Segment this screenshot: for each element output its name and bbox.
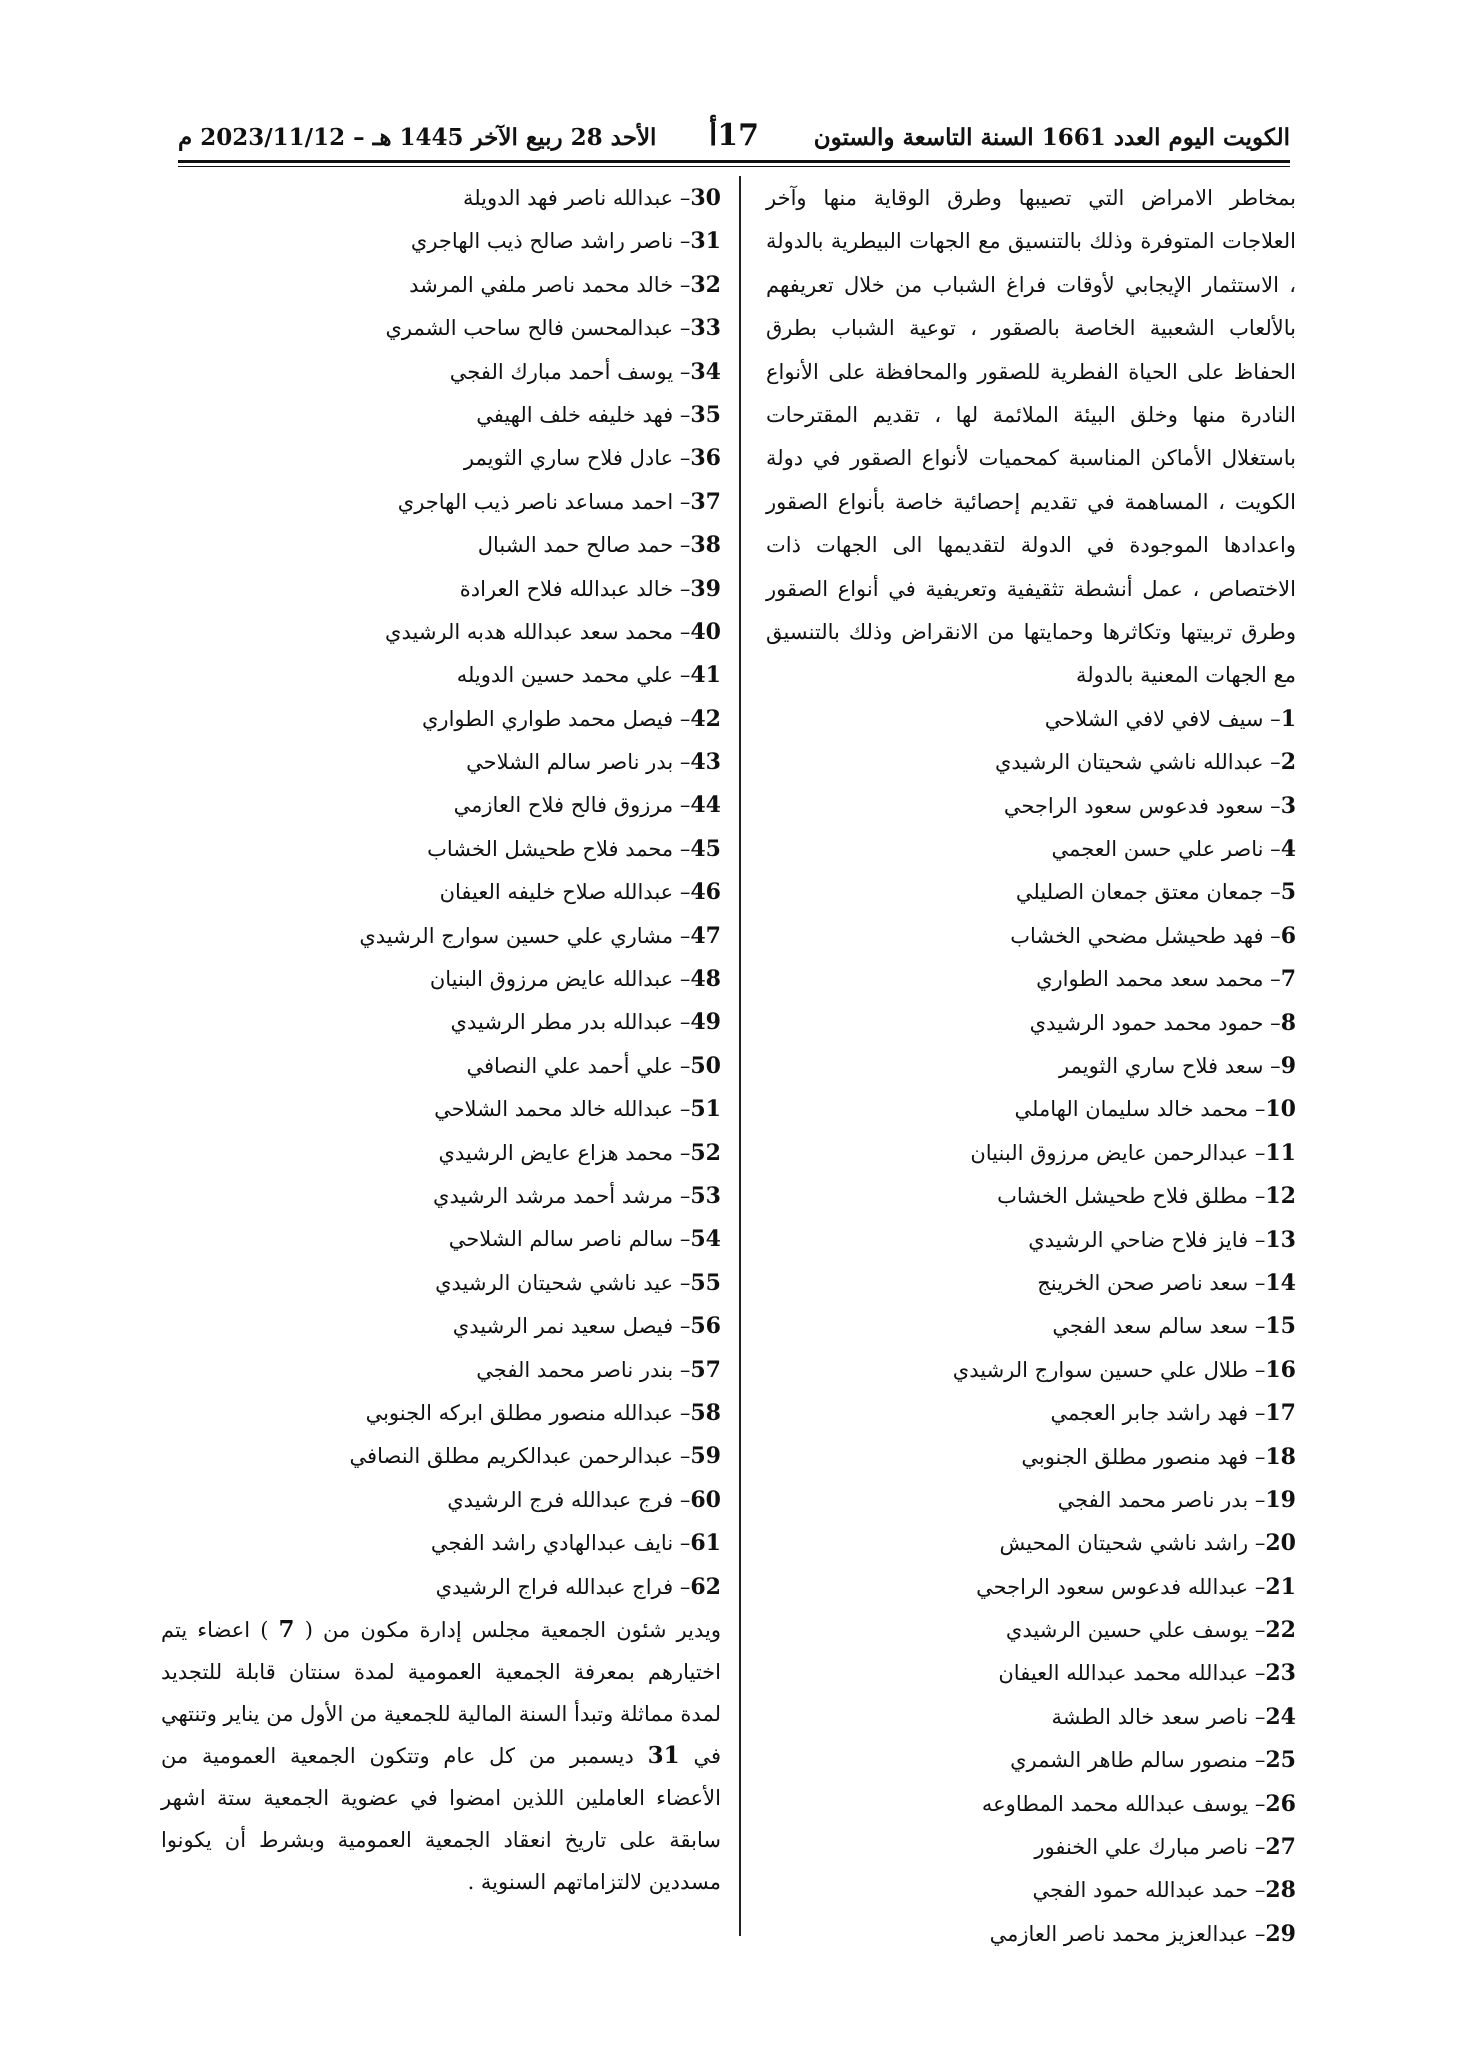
member-name: فهد راشد جابر العجمي xyxy=(1050,1401,1249,1426)
member-name: ناصر سعد خالد الطشة xyxy=(1051,1704,1249,1729)
member-item xyxy=(766,1479,1296,1522)
member-dash: – xyxy=(1248,1921,1266,1946)
member-item xyxy=(161,481,721,524)
member-dash: – xyxy=(1248,1401,1266,1426)
member-number: 39 xyxy=(690,575,721,602)
member-name: محمد هزاع عايض الرشيدي xyxy=(438,1140,674,1165)
member-number: 18 xyxy=(1265,1443,1296,1470)
member-item xyxy=(161,828,721,871)
member-dash: – xyxy=(1263,750,1281,775)
member-dash: – xyxy=(1248,1748,1266,1773)
member-dash: – xyxy=(673,1053,691,1078)
member-dash: – xyxy=(1248,1791,1266,1816)
member-item xyxy=(161,1132,721,1175)
member-name: يوسف علي حسين الرشيدي xyxy=(1005,1618,1249,1643)
member-dash: – xyxy=(673,1097,691,1122)
member-dash: – xyxy=(673,1400,691,1425)
member-number: 52 xyxy=(690,1139,721,1166)
member-name: فيصل سعيد نمر الرشيدي xyxy=(452,1314,674,1339)
member-item xyxy=(766,1566,1296,1609)
member-name: عبدالرحمن عايض مرزوق البنيان xyxy=(970,1140,1249,1165)
member-number: 12 xyxy=(1265,1183,1296,1210)
member-number: 35 xyxy=(690,401,721,428)
member-dash: – xyxy=(673,186,691,210)
member-number: 47 xyxy=(690,922,721,949)
member-dash: – xyxy=(1263,706,1281,731)
member-item xyxy=(161,1522,721,1565)
member-name: مشاري علي حسين سوارج الرشيدي xyxy=(359,923,674,948)
member-dash: – xyxy=(1248,1314,1266,1339)
member-item xyxy=(766,958,1296,1001)
member-name: يوسف عبدالله محمد المطاوعه xyxy=(981,1791,1249,1816)
member-number: 9 xyxy=(1280,1053,1296,1079)
member-name: سالم ناصر سالم الشلاحي xyxy=(448,1227,674,1252)
member-name: محمد خالد سليمان الهاملي xyxy=(1014,1097,1249,1122)
member-name: حمد صالح حمد الشبال xyxy=(477,533,674,558)
member-item xyxy=(766,1869,1296,1912)
member-dash: – xyxy=(673,1357,691,1382)
member-dash: – xyxy=(673,750,691,775)
member-number: 46 xyxy=(690,879,721,906)
member-number: 42 xyxy=(690,705,721,732)
member-item xyxy=(766,785,1296,828)
member-name: طلال علي حسين سوارج الرشيدي xyxy=(952,1357,1249,1382)
member-number: 25 xyxy=(1265,1747,1296,1774)
member-name: عبدالله منصور مطلق ابركه الجنوبي xyxy=(365,1400,674,1425)
member-number: 21 xyxy=(1265,1573,1296,1600)
member-name: ناصر علي حسن العجمي xyxy=(1051,837,1264,862)
member-number: 30 xyxy=(690,185,721,211)
member-item xyxy=(766,871,1296,914)
member-item xyxy=(766,1349,1296,1392)
member-item xyxy=(161,1479,721,1522)
member-item xyxy=(766,698,1296,741)
member-number: 32 xyxy=(690,271,721,298)
member-name: فهد طحيشل مضحي الخشاب xyxy=(1010,923,1264,948)
member-name: محمد فلاح طحيشل الخشاب xyxy=(427,836,674,861)
member-number: 20 xyxy=(1265,1530,1296,1557)
member-name: عيد ناشي شحيتان الرشيدي xyxy=(435,1270,674,1295)
member-item xyxy=(161,654,721,697)
member-dash: – xyxy=(1248,1531,1266,1556)
member-number: 54 xyxy=(690,1226,721,1253)
member-dash: – xyxy=(1248,1835,1266,1860)
member-name: فرج عبدالله فرج الرشيدي xyxy=(447,1487,674,1512)
member-number: 60 xyxy=(690,1486,721,1513)
member-name: راشد ناشي شحيتان المحيش xyxy=(999,1531,1249,1556)
member-name: عبدالله صلاح خليفه العيفان xyxy=(439,880,674,905)
member-dash: – xyxy=(1248,1357,1266,1382)
member-item xyxy=(766,741,1296,784)
member-number: 29 xyxy=(1265,1920,1296,1947)
member-item xyxy=(161,1305,721,1348)
member-item xyxy=(161,437,721,480)
member-dash: – xyxy=(1248,1618,1266,1643)
right-column xyxy=(766,177,1296,1956)
member-item xyxy=(161,698,721,741)
member-name: فراج عبدالله فراج الرشيدي xyxy=(435,1574,674,1599)
member-number: 11 xyxy=(1265,1139,1296,1166)
member-number: 43 xyxy=(690,749,721,776)
member-number: 33 xyxy=(690,315,721,342)
member-item xyxy=(161,1001,721,1044)
member-name: فيصل محمد طواري الطواري xyxy=(422,706,674,731)
member-dash: – xyxy=(1263,793,1281,818)
member-dash: – xyxy=(1248,1184,1266,1209)
member-name: حمد عبدالله حمود الفجي xyxy=(1032,1878,1249,1903)
member-item xyxy=(161,1392,721,1435)
member-dash: – xyxy=(673,793,691,818)
member-number: 57 xyxy=(690,1356,721,1383)
member-name: بدر ناصر سالم الشلاحي xyxy=(466,750,674,775)
member-name: عبدالله ناشي شحيتان الرشيدي xyxy=(994,750,1264,775)
member-name: نايف عبدالهادي راشد الفجي xyxy=(430,1531,674,1556)
member-item xyxy=(766,1262,1296,1305)
member-item xyxy=(766,1002,1296,1045)
member-name: ناصر راشد صالح ذيب الهاجري xyxy=(410,229,674,254)
member-dash: – xyxy=(673,663,691,688)
member-name: مطلق فلاح طحيشل الخشاب xyxy=(997,1184,1249,1209)
member-item xyxy=(766,1522,1296,1565)
member-number: 28 xyxy=(1265,1877,1296,1904)
member-dash: – xyxy=(1248,1444,1266,1469)
member-dash: – xyxy=(673,967,691,992)
intro-paragraph: بمخاطر الامراض التي تصيبها وطرق الوقاية منها وآخر العلاجات المتوفرة وذلك بالتنسيق مع الجهات البيطرية بالدولة ، الاستثمار الإيجابي لأوقات فراغ الشباب من خلال تعريفهم بالألعاب الشعبية الخاصة بالصقور ، توعية الشباب بطرق الحفاظ على الحياة الفطرية للصقور والمحافظة على الأنواع النادرة منها وخلق البيئة الملائمة لها ، تقديم المقترحات باستغلال الأماكن المناسبة كمحميات لأنواع الصقور في دولة الكويت ، المساهمة في تقديم إحصائية خاصة بأنواع الصقور واعدادها الموجودة في الدولة لتقديمها الى الجهات ذات الاختصاص ، عمل أنشطة تثقيفية وتعريفية في أنواع الصقور وطرق تربيتها وتكاثرها وحمايتها من الانقراض وذلك بالتنسيق مع الجهات المعنية بالدولة xyxy=(766,186,1296,688)
member-item xyxy=(161,1349,721,1392)
member-number: 61 xyxy=(690,1530,721,1557)
member-name: عبدالله محمد عبدالله العيفان xyxy=(998,1661,1249,1686)
member-item xyxy=(766,915,1296,958)
member-name: يوسف أحمد مبارك الفجي xyxy=(449,359,674,384)
members-list-part-2 xyxy=(161,177,721,1609)
member-name: فهد منصور مطلق الجنوبي xyxy=(1021,1444,1249,1469)
member-item xyxy=(161,1175,721,1218)
issue-date: الأحد 28 ربيع الآخر 1445 هـ – 2023/11/12 م xyxy=(178,124,657,151)
member-dash: – xyxy=(1263,923,1281,948)
member-number: 24 xyxy=(1265,1703,1296,1730)
closing-text-3: ديسمبر من كل عام وتتكون الجمعية العمومية من الأعضاء العاملين اللذين امضوا في عضوية الجمعية ستة اشهر سابقة على تاريخ انعقاد الجمعية العمومية وبشرط أن يكونوا مسددين لالتزاماتهم السنوية . xyxy=(161,1743,721,1894)
member-dash: – xyxy=(1248,1574,1266,1599)
member-dash: – xyxy=(673,316,691,341)
member-name: احمد مساعد ناصر ذيب الهاجري xyxy=(397,489,674,514)
members-list-part-1 xyxy=(766,698,1296,1956)
member-item xyxy=(161,611,721,654)
member-dash: – xyxy=(673,1227,691,1252)
member-number: 49 xyxy=(690,1009,721,1036)
member-item xyxy=(766,1088,1296,1131)
member-item xyxy=(161,1088,721,1131)
member-name: عبدالعزيز محمد ناصر العازمي xyxy=(989,1921,1249,1946)
member-item xyxy=(161,220,721,263)
member-item xyxy=(766,1826,1296,1869)
member-item xyxy=(766,1175,1296,1218)
member-number: 55 xyxy=(690,1269,721,1296)
member-name: عادل فلاح ساري الثويمر xyxy=(463,446,674,471)
member-name: محمد سعد محمد الطواري xyxy=(1036,967,1264,992)
member-item xyxy=(766,1913,1296,1956)
member-number: 22 xyxy=(1265,1617,1296,1644)
member-dash: – xyxy=(673,1270,691,1295)
member-name: حمود محمد حمود الرشيدي xyxy=(1029,1010,1264,1035)
member-number: 26 xyxy=(1265,1790,1296,1817)
member-name: فايز فلاح ضاحي الرشيدي xyxy=(1028,1227,1249,1252)
member-dash: – xyxy=(673,1531,691,1556)
member-dash: – xyxy=(673,1574,691,1599)
member-dash: – xyxy=(673,923,691,948)
member-number: 41 xyxy=(690,662,721,689)
member-item xyxy=(766,1739,1296,1782)
member-name: عبدالله خالد محمد الشلاحي xyxy=(434,1097,674,1122)
member-number: 3 xyxy=(1280,792,1296,819)
member-item xyxy=(161,1218,721,1261)
member-dash: – xyxy=(1248,1097,1266,1122)
member-dash: – xyxy=(1248,1878,1266,1903)
member-name: جمعان معتق جمعان الصليلي xyxy=(1015,880,1264,905)
member-item xyxy=(766,1045,1296,1088)
member-dash: – xyxy=(1263,967,1281,992)
member-number: 13 xyxy=(1265,1226,1296,1253)
member-dash: – xyxy=(1248,1661,1266,1686)
member-item xyxy=(161,871,721,914)
member-item xyxy=(766,1652,1296,1695)
member-dash: – xyxy=(673,1140,691,1165)
member-number: 5 xyxy=(1280,879,1296,906)
board-count: 7 xyxy=(278,1615,295,1643)
member-number: 51 xyxy=(690,1096,721,1123)
member-number: 36 xyxy=(690,445,721,472)
member-dash: – xyxy=(673,1183,691,1208)
member-dash: – xyxy=(1263,880,1281,905)
member-item xyxy=(766,828,1296,871)
member-number: 62 xyxy=(690,1573,721,1600)
member-item xyxy=(161,394,721,437)
member-name: بندر ناصر محمد الفجي xyxy=(476,1357,674,1382)
member-dash: – xyxy=(673,1487,691,1512)
member-item xyxy=(161,264,721,307)
member-number: 53 xyxy=(690,1182,721,1209)
closing-text-2: ) اعضاء يتم اختيارهم بمعرفة الجمعية العمومية لمدة سنتان قابلة للتجديد لمدة مماثلة وتبدأ السنة المالية للجمعية من الأول من يناير وتنتهي في xyxy=(161,1617,721,1768)
member-number: 14 xyxy=(1265,1269,1296,1296)
member-number: 31 xyxy=(690,228,721,255)
member-number: 10 xyxy=(1265,1096,1296,1123)
member-number: 37 xyxy=(690,488,721,515)
member-dash: – xyxy=(1248,1487,1266,1512)
member-dash: – xyxy=(1248,1140,1266,1165)
member-number: 1 xyxy=(1280,705,1296,732)
member-item xyxy=(766,1219,1296,1262)
member-name: عبدالرحمن عبدالكريم مطلق النصافي xyxy=(349,1444,674,1469)
member-dash: – xyxy=(673,706,691,731)
member-name: علي محمد حسين الدويله xyxy=(456,663,674,688)
member-number: 34 xyxy=(690,358,721,385)
member-item xyxy=(161,351,721,394)
member-name: سعود فدعوس سعود الراجحي xyxy=(1003,793,1264,818)
member-item xyxy=(766,1696,1296,1739)
publication-title: الكويت اليوم العدد 1661 السنة التاسعة والستون xyxy=(813,124,1290,151)
member-number: 45 xyxy=(690,835,721,862)
closing-day: 31 xyxy=(647,1741,680,1769)
member-item xyxy=(766,1609,1296,1652)
member-dash: – xyxy=(673,402,691,427)
member-dash: – xyxy=(673,489,691,514)
member-number: 27 xyxy=(1265,1834,1296,1861)
member-number: 23 xyxy=(1265,1660,1296,1687)
member-dash: – xyxy=(673,533,691,558)
column-divider xyxy=(739,176,741,1936)
member-dash: – xyxy=(1263,837,1281,862)
closing-paragraph xyxy=(161,1609,721,1903)
member-number: 7 xyxy=(1280,966,1296,993)
page-number: 17أ xyxy=(708,118,760,153)
member-dash: – xyxy=(673,1010,691,1035)
member-dash: – xyxy=(1248,1704,1266,1729)
member-item xyxy=(161,784,721,827)
member-item xyxy=(161,177,721,220)
member-name: بدر ناصر محمد الفجي xyxy=(1057,1487,1249,1512)
member-item xyxy=(161,307,721,350)
member-dash: – xyxy=(673,619,691,644)
member-item xyxy=(766,1392,1296,1435)
member-dash: – xyxy=(673,272,691,297)
closing-text-1: ويدير شئون الجمعية مجلس إدارة مكون من ( xyxy=(304,1617,721,1642)
member-name: مرشد أحمد مرشد الرشيدي xyxy=(433,1183,674,1208)
header-rule-thin xyxy=(178,166,1290,167)
member-number: 17 xyxy=(1265,1400,1296,1427)
member-number: 19 xyxy=(1265,1486,1296,1513)
member-item xyxy=(161,1435,721,1478)
member-dash: – xyxy=(673,836,691,861)
member-dash: – xyxy=(673,880,691,905)
member-number: 4 xyxy=(1280,836,1296,863)
member-name: عبدالله فدعوس سعود الراجحي xyxy=(976,1574,1249,1599)
member-item xyxy=(766,1132,1296,1175)
member-item xyxy=(161,958,721,1001)
member-dash: – xyxy=(1248,1227,1266,1252)
member-name: عبدالله ناصر فهد الدويلة xyxy=(462,186,674,210)
member-name: محمد سعد عبدالله هدبه الرشيدي xyxy=(385,619,674,644)
member-number: 6 xyxy=(1280,922,1296,949)
member-item xyxy=(161,741,721,784)
member-item xyxy=(161,524,721,567)
member-dash: – xyxy=(673,359,691,384)
member-item xyxy=(161,1045,721,1088)
member-name: منصور سالم طاهر الشمري xyxy=(1010,1748,1249,1773)
member-name: سعد فلاح ساري الثويمر xyxy=(1059,1054,1264,1078)
member-number: 2 xyxy=(1280,749,1296,776)
member-name: خالد عبدالله فلاح العرادة xyxy=(459,576,674,601)
member-item xyxy=(161,1262,721,1305)
member-item xyxy=(766,1305,1296,1348)
member-number: 38 xyxy=(690,532,721,559)
member-dash: – xyxy=(673,446,691,471)
member-name: سعد سالم سعد الفجي xyxy=(1052,1314,1249,1339)
member-number: 56 xyxy=(690,1313,721,1340)
member-name: عبدالله عايض مرزوق البنيان xyxy=(429,967,674,992)
member-number: 44 xyxy=(690,792,721,819)
page-header xyxy=(178,118,1290,156)
member-item xyxy=(161,1566,721,1609)
member-item xyxy=(161,915,721,958)
member-name: سعد ناصر صحن الخرينج xyxy=(1037,1270,1249,1295)
member-name: علي أحمد علي النصافي xyxy=(466,1053,674,1078)
member-number: 50 xyxy=(690,1052,721,1079)
member-item xyxy=(766,1436,1296,1479)
member-item xyxy=(766,1783,1296,1826)
member-dash: – xyxy=(673,576,691,601)
member-number: 16 xyxy=(1265,1356,1296,1383)
member-name: سيف لافي لافي الشلاحي xyxy=(1044,706,1264,731)
member-number: 59 xyxy=(690,1443,721,1470)
member-number: 15 xyxy=(1265,1313,1296,1340)
member-name: مرزوق فالح فلاح العازمي xyxy=(453,793,674,818)
member-item xyxy=(161,568,721,611)
member-dash: – xyxy=(673,1314,691,1339)
member-name: خالد محمد ناصر ملفي المرشد xyxy=(409,272,674,297)
member-number: 48 xyxy=(690,966,721,993)
member-name: عبدالله بدر مطر الرشيدي xyxy=(450,1010,674,1035)
member-number: 40 xyxy=(690,618,721,645)
member-dash: – xyxy=(1248,1270,1266,1295)
member-dash: – xyxy=(1263,1010,1281,1035)
member-name: ناصر مبارك علي الخنفور xyxy=(1034,1835,1249,1860)
member-number: 8 xyxy=(1280,1009,1296,1036)
member-name: عبدالمحسن فالح ساحب الشمري xyxy=(385,316,674,341)
member-name: فهد خليفه خلف الهيفي xyxy=(476,402,674,427)
header-rule-thick xyxy=(178,160,1290,163)
left-column xyxy=(161,177,721,1903)
member-dash: – xyxy=(673,229,691,254)
member-dash: – xyxy=(673,1444,691,1469)
member-number: 58 xyxy=(690,1399,721,1426)
member-dash: – xyxy=(1263,1054,1281,1078)
